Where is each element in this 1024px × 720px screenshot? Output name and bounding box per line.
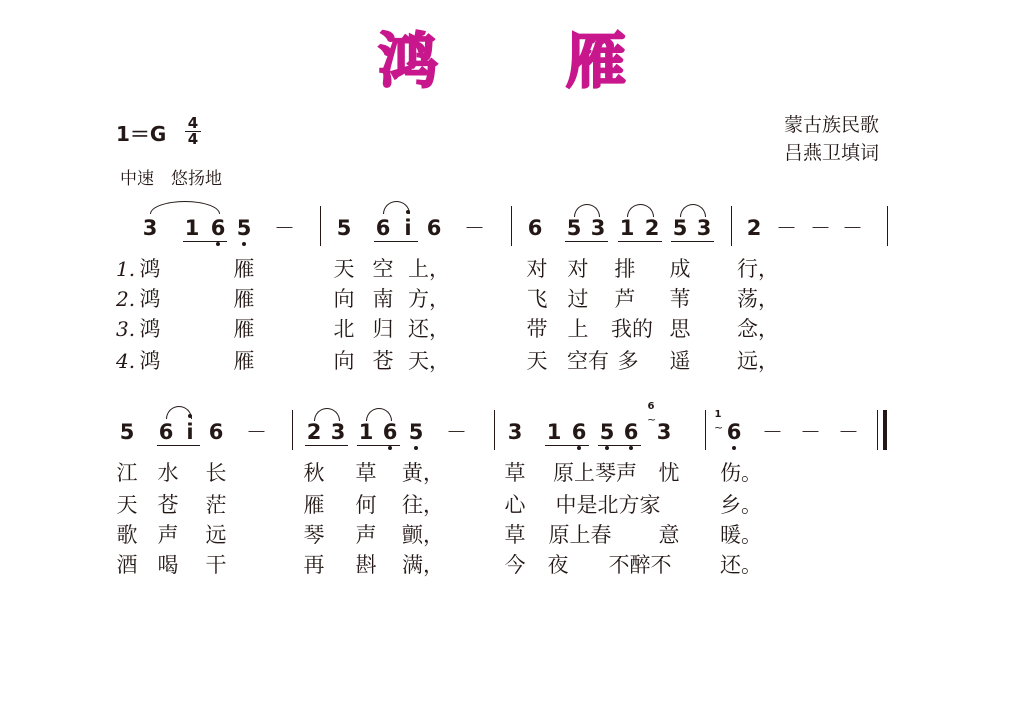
note: 3: [590, 216, 606, 240]
barline: [292, 410, 293, 450]
note: 5: [406, 420, 426, 444]
beam: [357, 445, 400, 446]
lyric: 天: [526, 349, 548, 373]
beam: [618, 241, 662, 242]
lyric: 雁: [233, 317, 255, 341]
lyric: 上: [567, 317, 589, 341]
lyric: 中是北方家: [555, 493, 661, 517]
note: 3: [696, 216, 712, 240]
note: 6: [380, 420, 400, 444]
slur: [314, 408, 340, 421]
lyric: 草: [355, 461, 377, 485]
dash: －: [762, 420, 783, 444]
dash: －: [810, 216, 831, 240]
lyric: 夜: [547, 553, 569, 577]
note: 5: [119, 420, 135, 444]
lyric: 过: [567, 287, 589, 311]
note: 2: [746, 216, 762, 240]
dash: －: [446, 420, 467, 444]
note: 3: [507, 420, 523, 444]
lyric: 水: [157, 461, 179, 485]
lyric: 荡，: [737, 287, 779, 311]
dash: －: [800, 420, 821, 444]
note: 6: [621, 420, 641, 444]
lyric: 天: [116, 493, 138, 517]
final-barline-thick: [883, 410, 887, 450]
lyric: 再: [303, 553, 325, 577]
barline: [705, 410, 706, 450]
note: 2: [306, 420, 322, 444]
lyric: 我的: [611, 317, 653, 341]
lyric: 雁: [233, 349, 255, 373]
lyric: 草: [504, 461, 526, 485]
beam: [374, 241, 418, 242]
slur: [627, 204, 654, 217]
barline: [511, 206, 512, 246]
lyric: 成: [669, 257, 691, 281]
slur: [383, 201, 410, 214]
lyric: 黄，: [402, 461, 444, 485]
slur: [680, 204, 706, 217]
dash: －: [776, 216, 797, 240]
lyric: 酒: [116, 553, 138, 577]
lyric: 鸿: [139, 317, 161, 341]
lyric: 秋: [303, 461, 325, 485]
lyric: 天，: [408, 349, 450, 373]
lyric: 颤，: [402, 523, 444, 547]
lyric: 歌: [116, 523, 138, 547]
lyric: 喝: [157, 553, 179, 577]
lyric: 向: [333, 349, 355, 373]
lyric: 雁: [233, 257, 255, 281]
credit-lyricist: 吕燕卫填词: [784, 142, 880, 164]
lyric: 空: [372, 257, 394, 281]
note: 5: [336, 216, 352, 240]
note: 6: [527, 216, 543, 240]
lyric: 念，: [737, 317, 779, 341]
grace-slur: ~: [714, 421, 724, 434]
barline: [731, 206, 732, 246]
final-barline-thin: [877, 410, 878, 450]
lyric: 芦: [614, 287, 636, 311]
lyric: 归: [372, 317, 394, 341]
note: 5: [234, 216, 254, 240]
lyric: 向: [333, 287, 355, 311]
lyric: 满，: [402, 553, 444, 577]
slur: [366, 408, 392, 421]
slur: [150, 201, 220, 214]
lyric: 往，: [402, 493, 444, 517]
lyric: 苍: [372, 349, 394, 373]
time-signature-top: 4: [187, 114, 199, 132]
lyric: 原上春: [548, 523, 612, 547]
lyric: 何: [355, 493, 377, 517]
lyric: 对: [526, 257, 548, 281]
lyric: 鸿: [139, 287, 161, 311]
lyric: 北: [333, 317, 355, 341]
note: 1: [184, 216, 200, 240]
dash: －: [464, 216, 485, 240]
lyric: 排: [614, 257, 636, 281]
lyric: 今: [504, 553, 526, 577]
note: 6: [426, 216, 442, 240]
verse-number: 3.: [116, 317, 136, 341]
lyric: 声: [157, 523, 179, 547]
tempo-marking: 中速 悠扬地: [120, 169, 222, 189]
lyric: 茫: [205, 493, 227, 517]
dash: －: [838, 420, 859, 444]
verse-number: 2.: [116, 287, 136, 311]
beam: [183, 241, 227, 242]
lyric: 斟: [355, 553, 377, 577]
note: 6: [208, 216, 228, 240]
grace-note: 6: [647, 401, 655, 412]
note: 5: [597, 420, 617, 444]
note: 1: [358, 420, 374, 444]
lyric: 心: [504, 493, 526, 517]
lyric: 远: [205, 523, 227, 547]
time-signature-bottom: 4: [187, 130, 199, 148]
lyric: 干: [205, 553, 227, 577]
lyric: 南: [372, 287, 394, 311]
note: 3: [656, 420, 672, 444]
lyric: 遥: [669, 349, 691, 373]
lyric: 上，: [408, 257, 450, 281]
slur: [574, 204, 600, 217]
verse-number: 1.: [116, 257, 136, 281]
note: 5: [672, 216, 688, 240]
note: 6: [208, 420, 224, 444]
note: 6: [724, 420, 744, 444]
lyric: 乡。: [720, 493, 762, 517]
grace-note: 1: [714, 409, 722, 420]
dash: －: [274, 216, 295, 240]
lyric: 思: [669, 317, 691, 341]
note: i: [398, 216, 418, 240]
note: 5: [566, 216, 582, 240]
lyric: 草: [504, 523, 526, 547]
beam: [305, 445, 348, 446]
verse-number: 4.: [116, 349, 136, 373]
lyric: 天: [333, 257, 355, 281]
lyric: 鸿: [139, 257, 161, 281]
lyric: 声: [355, 523, 377, 547]
note: 2: [644, 216, 660, 240]
note: 1: [546, 420, 562, 444]
lyric: 意: [658, 523, 680, 547]
barline: [320, 206, 321, 246]
lyric: 远，: [737, 349, 779, 373]
dash: －: [246, 420, 267, 444]
key-signature: 1＝G: [116, 122, 167, 146]
beam: [565, 241, 608, 242]
note: 6: [375, 216, 391, 240]
beam: [545, 445, 589, 446]
lyric: 苍: [157, 493, 179, 517]
lyric: 行，: [737, 257, 779, 281]
title-char-2: 雁: [566, 27, 626, 97]
lyric: 苇: [669, 287, 691, 311]
lyric: 还。: [720, 553, 762, 577]
barline: [494, 410, 495, 450]
lyric: 鸿: [139, 349, 161, 373]
lyric: 原上琴声: [553, 461, 637, 485]
beam: [598, 445, 641, 446]
slur: [166, 406, 192, 419]
dash: －: [842, 216, 863, 240]
lyric: 雁: [303, 493, 325, 517]
lyric: 江: [116, 461, 138, 485]
credit-origin: 蒙古族民歌: [784, 114, 880, 136]
beam: [671, 241, 714, 242]
lyric: 还，: [408, 317, 450, 341]
note: 6: [158, 420, 174, 444]
note: 6: [569, 420, 589, 444]
lyric: 方，: [408, 287, 450, 311]
lyric: 长: [205, 461, 227, 485]
lyric: 对: [567, 257, 589, 281]
lyric: 暖。: [720, 523, 762, 547]
beam: [157, 445, 200, 446]
note: 3: [330, 420, 346, 444]
note: i: [180, 420, 200, 444]
grace-slur: ~: [647, 413, 657, 426]
note: 3: [142, 216, 158, 240]
lyric: 多: [617, 349, 639, 373]
lyric: 空有: [567, 349, 609, 373]
note: 1: [619, 216, 635, 240]
lyric: 伤。: [720, 461, 762, 485]
title-char-1: 鸿: [378, 27, 438, 97]
lyric: 琴: [303, 523, 325, 547]
barline: [887, 206, 888, 246]
lyric: 雁: [233, 287, 255, 311]
lyric: 带: [526, 317, 548, 341]
lyric: 不醉不: [608, 553, 672, 577]
time-signature: [183, 116, 203, 147]
lyric: 忧: [658, 461, 680, 485]
lyric: 飞: [526, 287, 548, 311]
